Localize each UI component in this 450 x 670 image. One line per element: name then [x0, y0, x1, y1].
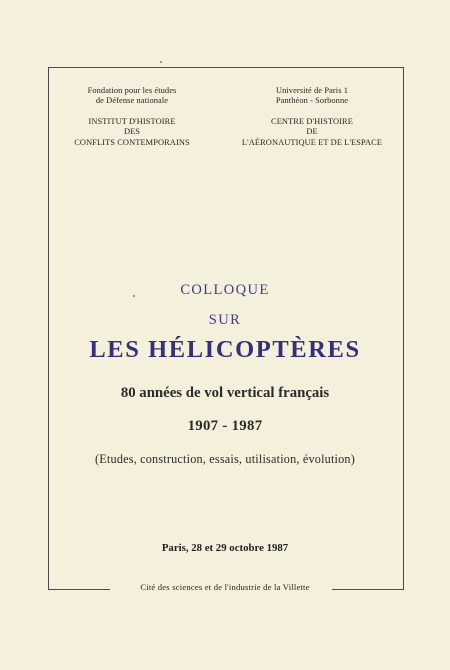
subtitle: 80 années de vol vertical français: [120, 385, 330, 401]
topics-line: (Etudes, construction, essais, utilisation, évolution): [95, 452, 355, 466]
event-date: Paris, 28 et 29 octobre 1987: [161, 542, 289, 554]
institution-right-line5: L'AÉRONAUTIQUE ET DE L'ESPACE: [241, 137, 383, 147]
institution-left-line4: DES: [123, 127, 141, 137]
main-title: LES HÉLICOPTÈRES: [89, 336, 361, 363]
institution-right: [232, 86, 392, 148]
institution-left-line5: CONFLITS CONTEMPORAINS: [74, 137, 190, 147]
institution-right-line2: Panthéon - Sorbonne: [275, 96, 349, 106]
year-range: 1907 - 1987: [187, 418, 263, 434]
institution-left: [62, 86, 202, 148]
institution-right-line3: CENTRE D'HISTOIRE: [271, 116, 353, 126]
event-venue: Cité des sciences et de l'industrie de la Villette: [140, 582, 310, 592]
institution-left-line2: de Défense nationale: [95, 96, 169, 106]
title-sur: SUR: [208, 312, 242, 328]
institution-left-line3: INSTITUT D'HISTOIRE: [88, 116, 176, 126]
speck: [160, 61, 162, 63]
institution-right-line1: Université de Paris 1: [275, 86, 349, 95]
title-colloque: COLLOQUE: [180, 282, 270, 298]
institution-left-line1: Fondation pour les études: [87, 86, 177, 95]
institution-right-line4: DE: [306, 127, 318, 137]
